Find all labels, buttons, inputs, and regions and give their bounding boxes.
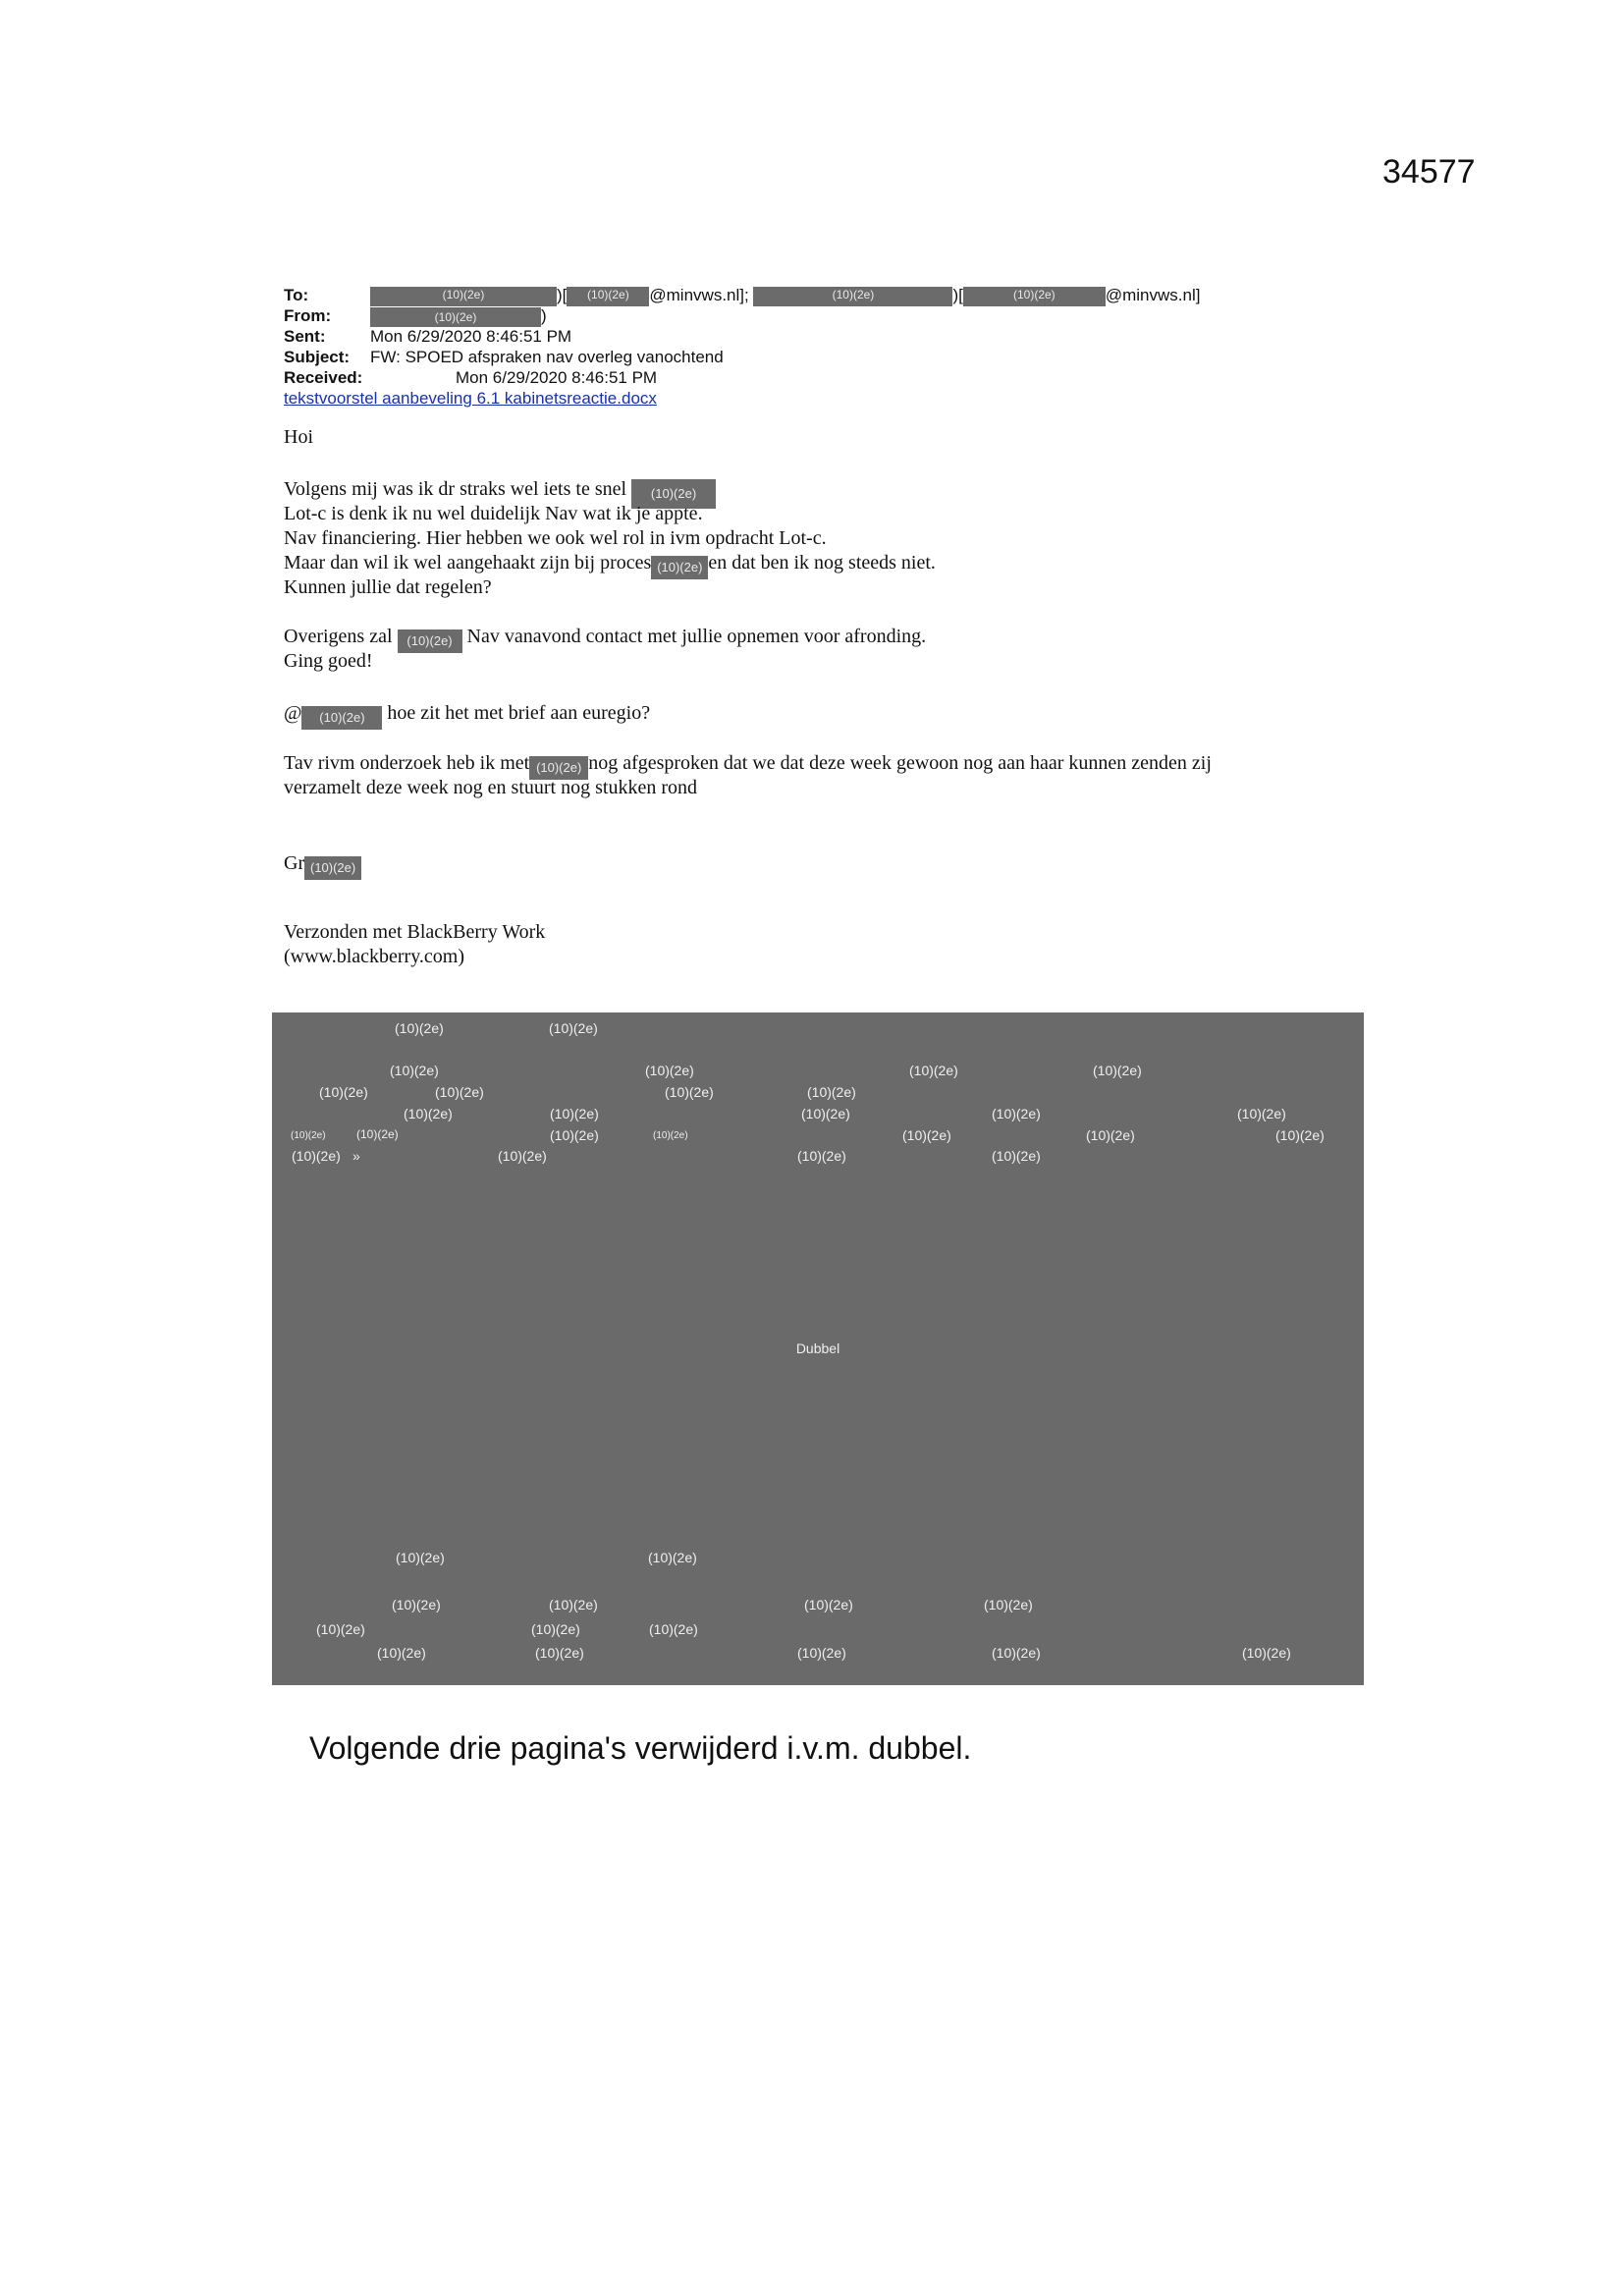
body-line: [284, 477, 1325, 502]
body-text: Volgens mij was ik dr straks wel iets te snel: [284, 478, 627, 500]
body-line: Ging goed!: [284, 650, 373, 672]
redaction-label: (10)(2e): [653, 1130, 688, 1141]
body-text: Gr: [284, 852, 305, 874]
redaction-label: (10)(2e): [356, 1127, 399, 1141]
redaction-label: (10)(2e): [549, 1597, 598, 1613]
redaction-block: (10)(2e): [529, 756, 588, 780]
sent-label: Sent:: [284, 327, 326, 346]
redaction-label: (10)(2e): [550, 1106, 599, 1121]
redaction-block: (10)(2e): [301, 706, 382, 730]
redaction-label: (10)(2e): [665, 1084, 714, 1100]
to-label: To:: [284, 286, 309, 304]
redaction-label: (10)(2e): [550, 1127, 599, 1143]
footer-line: (www.blackberry.com): [284, 946, 464, 967]
body-line: Kunnen jullie dat regelen?: [284, 576, 492, 598]
stray-mark: »: [352, 1148, 360, 1164]
redaction-label: (10)(2e): [1093, 1063, 1142, 1078]
redaction-label: (10)(2e): [984, 1597, 1033, 1613]
body-line: Lot-c is denk ik nu wel duidelijk Nav wat ik je appte.: [284, 503, 703, 524]
redaction-label: (10)(2e): [909, 1063, 958, 1078]
redaction-block: (10)(2e): [651, 556, 708, 579]
redaction-label: (10)(2e): [992, 1148, 1041, 1164]
redaction-label: (10)(2e): [902, 1127, 951, 1143]
to-domain-1: @minvws.nl];: [649, 286, 749, 304]
removed-pages-note: Volgende drie pagina's verwijderd i.v.m. dubbel.: [309, 1730, 972, 1766]
signoff: [284, 851, 1325, 876]
redaction-label: (10)(2e): [804, 1597, 853, 1613]
redaction-block: (10)(2e): [304, 856, 361, 880]
redaction-label: (10)(2e): [531, 1621, 580, 1637]
redaction-label: (10)(2e): [396, 1550, 445, 1565]
body-line: Nav financiering. Hier hebben we ook wel rol in ivm opdracht Lot-c.: [284, 527, 827, 549]
body-text: hoe zit het met brief aan euregio?: [387, 702, 651, 724]
to-value: [370, 285, 1200, 306]
body-text: Tav rivm onderzoek heb ik met: [284, 752, 530, 774]
panel-center-label: Dubbel: [795, 1340, 840, 1356]
body-text: en dat ben ik nog steeds niet.: [708, 552, 936, 574]
redaction-label: (10)(2e): [291, 1130, 326, 1141]
footer-line: Verzonden met BlackBerry Work: [284, 921, 546, 943]
to-domain-2: @minvws.nl]: [1105, 286, 1201, 304]
redaction-block: (10)(2e): [370, 287, 557, 306]
body-text: @: [284, 702, 302, 724]
redaction-label: (10)(2e): [435, 1084, 484, 1100]
from-row: [284, 305, 1364, 326]
received-label: Received:: [284, 368, 363, 387]
redaction-label: (10)(2e): [1275, 1127, 1325, 1143]
redaction-label: (10)(2e): [498, 1148, 547, 1164]
greeting: Hoi: [284, 426, 313, 448]
redaction-block: (10)(2e): [963, 287, 1106, 306]
redaction-label: (10)(2e): [549, 1020, 598, 1036]
body-line: verzamelt deze week nog en stuurt nog stukken rond: [284, 777, 697, 798]
email-header: [284, 285, 1364, 409]
to-sep-2: )[: [952, 286, 963, 304]
redaction-label: (10)(2e): [377, 1645, 426, 1661]
body-line: [284, 701, 1325, 726]
attachment-link[interactable]: tekstvoorstel aanbeveling 6.1 kabinetsreactie.docx: [284, 389, 657, 408]
redaction-label: (10)(2e): [645, 1063, 694, 1078]
redaction-label: (10)(2e): [807, 1084, 856, 1100]
redaction-block: (10)(2e): [398, 629, 462, 653]
redaction-label: (10)(2e): [801, 1106, 850, 1121]
received-row: [284, 367, 1364, 388]
subject-row: [284, 347, 1364, 367]
body-text: Maar dan wil ik wel aangehaakt zijn bij proces: [284, 552, 652, 574]
redaction-label: (10)(2e): [1086, 1127, 1135, 1143]
redaction-label: (10)(2e): [649, 1621, 698, 1637]
redaction-block: (10)(2e): [370, 307, 541, 327]
subject-value: FW: SPOED afspraken nav overleg vanochtend: [370, 348, 724, 366]
from-label: From:: [284, 306, 332, 325]
body-line: [284, 751, 1325, 776]
redaction-label: (10)(2e): [392, 1597, 441, 1613]
redaction-label: (10)(2e): [992, 1645, 1041, 1661]
redaction-label: (10)(2e): [319, 1084, 368, 1100]
redaction-label: (10)(2e): [535, 1645, 584, 1661]
received-value: Mon 6/29/2020 8:46:51 PM: [456, 368, 658, 387]
redaction-label: (10)(2e): [404, 1106, 453, 1121]
sent-row: [284, 326, 1364, 347]
redaction-label: (10)(2e): [648, 1550, 697, 1565]
body-line: [284, 551, 1325, 575]
from-value: [370, 305, 547, 327]
body-text: nog afgesproken dat we dat deze week gewoon nog aan haar kunnen zenden zij: [588, 752, 1212, 774]
redaction-block: (10)(2e): [753, 287, 952, 306]
page-number: 34577: [1382, 153, 1476, 191]
from-suffix: ): [541, 306, 547, 325]
to-row: [284, 285, 1364, 305]
body-line: [284, 625, 1325, 649]
redaction-label: (10)(2e): [292, 1148, 341, 1164]
subject-label: Subject:: [284, 348, 351, 366]
email-body: [284, 425, 1325, 969]
redaction-label: (10)(2e): [316, 1621, 365, 1637]
body-text: Nav vanavond contact met jullie opnemen voor afronding.: [466, 626, 927, 647]
redaction-label: (10)(2e): [992, 1106, 1041, 1121]
redaction-block: (10)(2e): [631, 479, 716, 509]
redaction-label: (10)(2e): [797, 1148, 846, 1164]
redaction-block: (10)(2e): [567, 287, 649, 306]
body-text: Overigens zal: [284, 626, 393, 647]
redaction-label: (10)(2e): [1237, 1106, 1286, 1121]
redaction-label: (10)(2e): [395, 1020, 444, 1036]
attachment-row: [284, 388, 1364, 409]
sent-value: Mon 6/29/2020 8:46:51 PM: [370, 327, 572, 346]
redaction-label: (10)(2e): [390, 1063, 439, 1078]
redacted-duplicate-panel: [272, 1012, 1364, 1685]
redaction-label: (10)(2e): [797, 1645, 846, 1661]
redaction-label: (10)(2e): [1242, 1645, 1291, 1661]
to-sep-1: )[: [557, 286, 568, 304]
